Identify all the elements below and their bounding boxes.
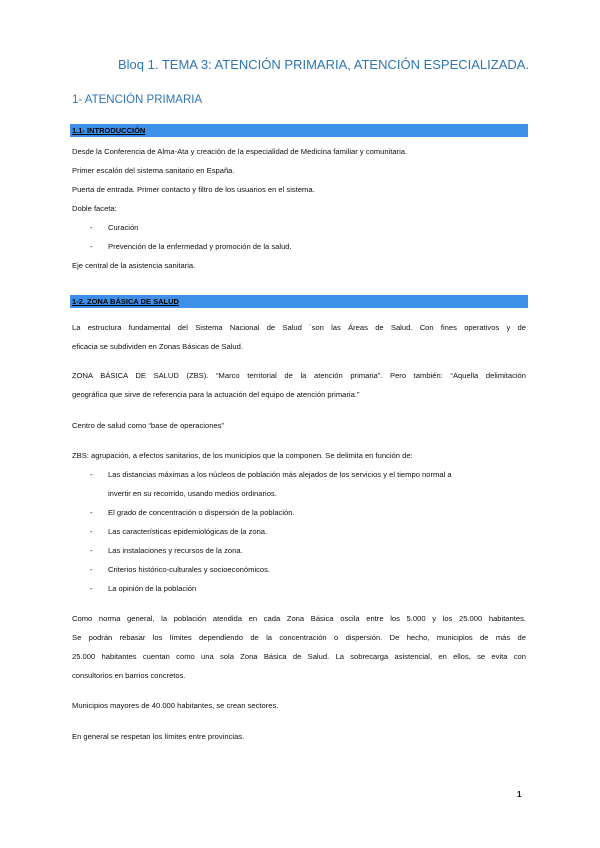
- zbs-bullet: El grado de concentración o dispersión de la población.: [108, 508, 295, 517]
- paragraph-line: La estructura fundamental del Sistema Nacional de Salud ´son las Áreas de Salud. Con fines operativos y de: [72, 323, 526, 332]
- paragraph-line: En general se respetan los límites entre provincias.: [72, 732, 245, 741]
- bullet-dash: -: [90, 565, 93, 574]
- zbs-bullet-continuation: invertir en su recorrido, usando medios ordinarios.: [108, 489, 277, 498]
- intro-closing: Eje central de la asistencia sanitaria.: [72, 261, 196, 270]
- paragraph-line: ZONA BÁSICA DE SALUD (ZBS). “Marco territorial de la atención primaria”. Pero también: “Aquella delimitación: [72, 371, 526, 380]
- paragraph-line: ZBS: agrupación, a efectos sanitarios, de los municipios que la componen. Se delimita en función de:: [72, 451, 413, 460]
- paragraph-line: Centro de salud como “base de operaciones”: [72, 421, 224, 430]
- zbs-bullet: Las instalaciones y recursos de la zona.: [108, 546, 243, 555]
- zbs-bullet: La opinión de la población: [108, 584, 197, 593]
- paragraph-line: geográfica que sirve de referencia para la actuación del equipo de atención primaria.”: [72, 390, 360, 399]
- bullet-dash: -: [90, 546, 93, 555]
- bullet-dash: -: [90, 508, 93, 517]
- paragraph-line: consultorios en barrios concretos.: [72, 671, 186, 680]
- bullet-dash: -: [90, 242, 93, 251]
- paragraph-line: Como norma general, la población atendida en cada Zona Básica oscila entre los 5.000 y los 25.000 habitantes.: [72, 614, 526, 623]
- paragraph-line: 25.000 habitantes cuentan como una sola Zona Básica de Salud. La sobrecarga asistencial, en ellos, se evita con: [72, 652, 526, 661]
- intro-bullet: Curación: [108, 223, 139, 232]
- intro-line: Desde la Conferencia de Alma-Ata y creación de la especialidad de Medicina familiar y comunitaria.: [72, 147, 408, 156]
- section-heading-atencion-primaria: 1- ATENCIÓN PRIMARIA: [72, 94, 203, 106]
- paragraph-line: eficacia se subdividen en Zonas Básicas de Salud.: [72, 342, 243, 351]
- bullet-dash: -: [90, 527, 93, 536]
- zbs-bullet: Las características epidemiológicas de la zona.: [108, 527, 268, 536]
- paragraph-line: Se podrán rebasar los límites dependiendo de la concentración o dispersión. De hecho, municipios de más de: [72, 633, 526, 642]
- zbs-bullet: Las distancias máximas a los núcleos de población más alejados de los servicios y el tiempo normal a: [108, 470, 452, 479]
- intro-line: Primer escalón del sistema sanitario en España.: [72, 166, 235, 175]
- zbs-bullet: Criterios histórico-culturales y socioeconómicos.: [108, 565, 271, 574]
- subsection-heading-zona-basica: 1-2. ZONA BÁSICA DE SALUD: [70, 295, 528, 308]
- paragraph-line: Municipios mayores de 40.000 habitantes, se crean sectores.: [72, 701, 279, 710]
- bullet-dash: -: [90, 223, 93, 232]
- intro-line: Doble faceta:: [72, 204, 117, 213]
- page-number: 1: [517, 790, 522, 799]
- subsection-heading-introduccion: 1.1- INTRODUCCIÓN: [70, 124, 528, 137]
- intro-bullet: Prevención de la enfermedad y promoción de la salud.: [108, 242, 292, 251]
- bullet-dash: -: [90, 584, 93, 593]
- intro-line: Puerta de entrada. Primer contacto y filtro de los usuarios en el sistema.: [72, 185, 315, 194]
- document-title: Bloq 1. TEMA 3: ATENCIÓN PRIMARIA, ATENCIÓN ESPECIALIZADA.: [118, 57, 530, 72]
- bullet-dash: -: [90, 470, 93, 479]
